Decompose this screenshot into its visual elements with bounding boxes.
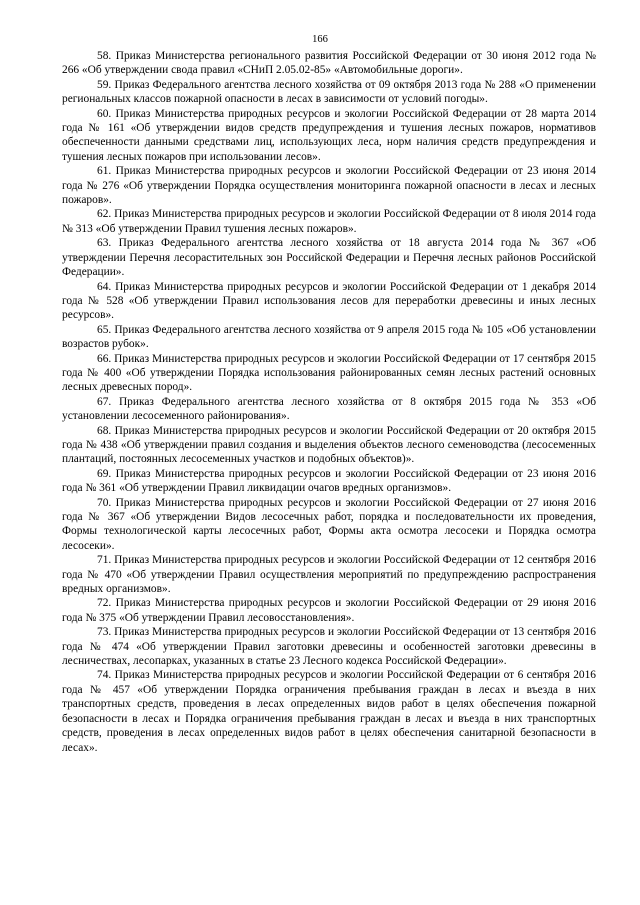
list-item: 68. Приказ Министерства природных ресурсов и экологии Российской Федерации от 20 октября 2015 года № 438 «Об утверждении правил создания и выделения объектов лесного семеноводства (лесосеменных плантаций, постоянных лесосеменных участков и подобных объектов)». bbox=[62, 424, 596, 466]
list-item: 60. Приказ Министерства природных ресурсов и экологии Российской Федерации от 28 марта 2014 года № 161 «Об утверждении видов средств предупреждения и тушения лесных пожаров, нормативов обеспеченности данными средствами лиц, использующих леса, норм наличия средств предупреждения и тушения лесных пожаров при использовании лесов». bbox=[62, 107, 596, 163]
list-item: 74. Приказ Министерства природных ресурсов и экологии Российской Федерации от 6 сентября 2016 года № 457 «Об утверждении Порядка ограничения пребывания граждан в лесах и въезда в них транспортных средств, проведения в лесах определенных видов работ в целях обеспечения пожарной безопасности в лесах и Порядка ограничения пребывания граждан в лесах и въезда в них транспортных средств, проведения в лесах определенных видов работ в целях обеспечения санитарной безопасности в лесах». bbox=[62, 669, 596, 754]
list-item: 61. Приказ Министерства природных ресурсов и экологии Российской Федерации от 23 июня 2014 года № 276 «Об утверждении Порядка осуществления мониторинга пожарной опасности в лесах и лесных пожаров». bbox=[62, 165, 596, 207]
list-item: 70. Приказ Министерства природных ресурсов и экологии Российской Федерации от 27 июня 2016 года № 367 «Об утверждении Видов лесосечных работ, порядка и последовательности их проведения, Формы технологической карты лесосечных работ, Формы акта осмотра лесосеки и Порядка осмотра лесосеки». bbox=[62, 496, 596, 552]
list-item: 64. Приказ Министерства природных ресурсов и экологии Российской Федерации от 1 декабря 2014 года № 528 «Об утверждении Правил использования лесов для переработки древесины и иных лесных ресурсов». bbox=[62, 280, 596, 322]
list-item: 71. Приказ Министерства природных ресурсов и экологии Российской Федерации от 12 сентября 2016 года № 470 «Об утверждении Правил осуществления мероприятий по предупреждению распространения вредных организмов». bbox=[62, 554, 596, 596]
list-item: 67. Приказ Федерального агентства лесного хозяйства от 8 октября 2015 года № 353 «Об установлении лесосеменного районирования». bbox=[62, 395, 596, 423]
list-item: 59. Приказ Федерального агентства лесного хозяйства от 09 октября 2013 года № 288 «О применении региональных классов пожарной опасности в лесах в зависимости от условий погоды». bbox=[62, 78, 596, 106]
list-item: 73. Приказ Министерства природных ресурсов и экологии Российской Федерации от 13 сентября 2016 года № 474 «Об утверждении Правил заготовки древесины и особенностей заготовки древесины в лесничествах, лесопарках, указанных в статье 23 Лесного кодекса Российской Федерации». bbox=[62, 626, 596, 668]
list-item: 72. Приказ Министерства природных ресурсов и экологии Российской Федерации от 29 июня 2016 года № 375 «Об утверждении Правил лесовосстановления». bbox=[62, 597, 596, 624]
list-item: 66. Приказ Министерства природных ресурсов и экологии Российской Федерации от 17 сентября 2015 года № 400 «Об утверждении Порядка использования районированных семян лесных растений основных лесных древесных пород». bbox=[62, 352, 596, 394]
list-item: 62. Приказ Министерства природных ресурсов и экологии Российской Федерации от 8 июля 2014 года № 313 «Об утверждении Правил тушения лесных пожаров». bbox=[62, 208, 596, 235]
page-number: 166 bbox=[312, 34, 328, 45]
list-item: 69. Приказ Министерства природных ресурсов и экологии Российской Федерации от 23 июня 2016 года № 361 «Об утверждении Правил ликвидации очагов вредных организмов». bbox=[62, 467, 596, 495]
list-item: 58. Приказ Министерства регионального развития Российской Федерации от 30 июня 2012 года № 266 «Об утверждении свода правил «СНиП 2.05.02-85» «Автомобильные дороги». bbox=[62, 50, 596, 77]
list-item: 63. Приказ Федерального агентства лесного хозяйства от 18 августа 2014 года № 367 «Об утверждении Перечня лесорастительных зон Российской Федерации и Перечня лесных районов Российской Федерации». bbox=[62, 237, 596, 279]
references-list bbox=[62, 49, 596, 755]
list-item: 65. Приказ Федерального агентства лесного хозяйства от 9 апреля 2015 года № 105 «Об установлении возрастов рубок». bbox=[62, 323, 596, 351]
